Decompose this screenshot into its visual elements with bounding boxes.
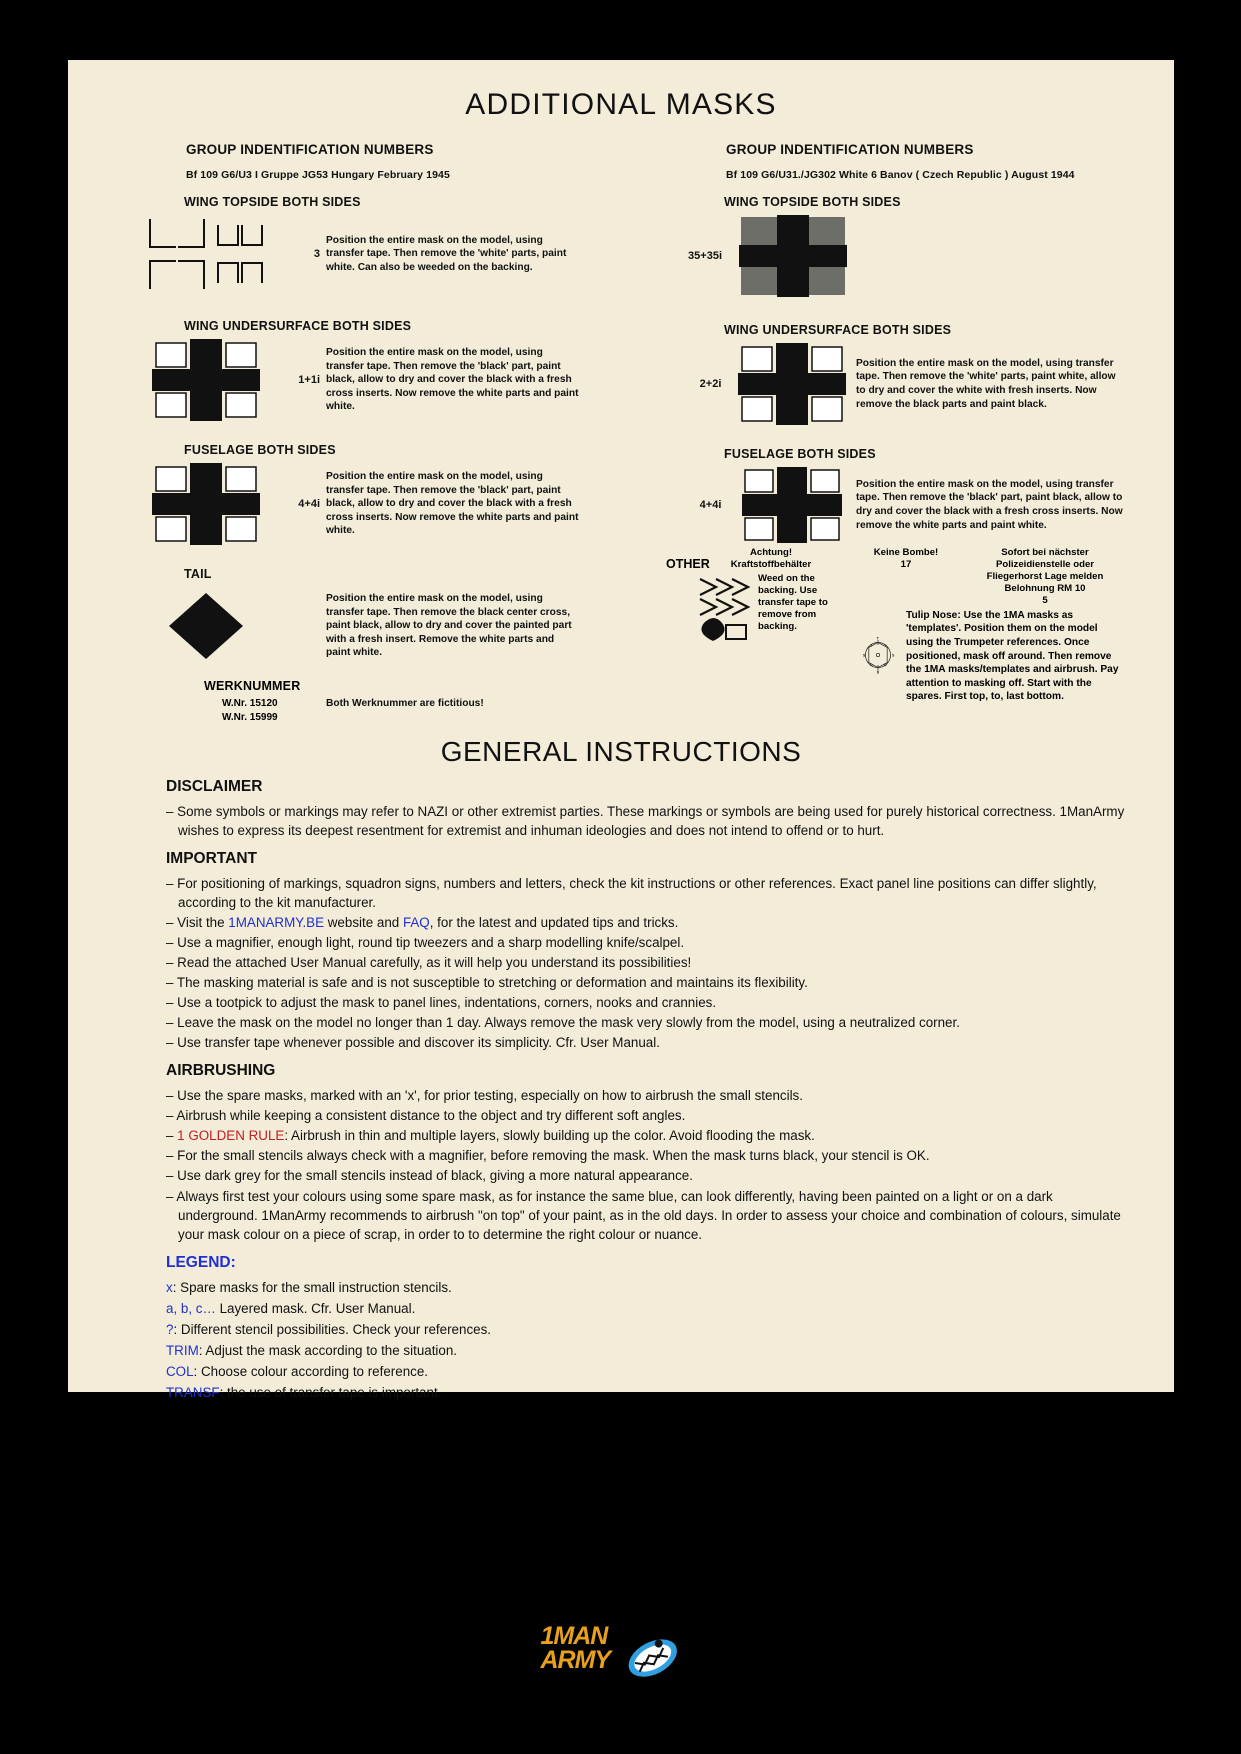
balkenkreuz-white-black-diagram-1 xyxy=(126,339,286,421)
right-section-code-0: 35+35i xyxy=(688,250,722,262)
balkenkreuz-white-black-diagram-3 xyxy=(727,343,856,425)
legend-block xyxy=(166,1254,1134,1402)
left-section-title-0: WING TOPSIDE BOTH SIDES xyxy=(184,195,361,209)
brand-logo xyxy=(0,1619,1241,1710)
werknummer-row xyxy=(126,697,626,724)
achtung-line-1: Achtung! xyxy=(749,547,793,558)
legend-key-4: COL xyxy=(166,1363,194,1379)
right-section-code-2: 4+4i xyxy=(699,499,722,511)
legend-text-5: : the use of transfer tape is important. xyxy=(219,1384,442,1400)
left-column xyxy=(126,142,626,730)
legend-text-2: : Different stencil possibilities. Check your references. xyxy=(173,1321,491,1337)
legend-item-1 xyxy=(166,1299,1134,1318)
link-1manarmy[interactable]: 1MANARMY.BE xyxy=(228,915,325,931)
tulip-title: Tulip Nose: xyxy=(906,609,961,621)
right-section-note-1: Position the entire mask on the model, using transfer tape. Then remove the 'white' parts, paint white, allow to dry and cover the white with fresh inserts. Now remove the black parts and paint black. xyxy=(856,357,1116,410)
airbrushing-item-3: – Use dark grey for the small stencils instead of black, giving a more natural appearance. xyxy=(166,1168,693,1184)
legend-heading: LEGEND: xyxy=(166,1253,236,1271)
important-item-6: – Use transfer tape whenever possible and discover its simplicity. Cfr. User Manual. xyxy=(166,1035,660,1051)
logo-line-1: 1MAN xyxy=(540,1622,608,1650)
golden-prefix: – xyxy=(166,1128,178,1144)
left-section-row-1 xyxy=(126,339,626,421)
werknummer-line-1: W.Nr. 15999 xyxy=(222,711,278,723)
svg-text:T: T xyxy=(876,636,879,641)
important-visit-line xyxy=(166,913,1134,932)
page-title: ADDITIONAL MASKS xyxy=(465,88,777,121)
keine-bombe-label: Keine Bombe! xyxy=(873,547,939,558)
airbrushing-item-0: – Use the spare masks, marked with an 'x', for prior testing, especially on how to airbrush the small stencils. xyxy=(166,1088,803,1104)
police-number: 5 xyxy=(1042,594,1048,606)
left-section-title-3: TAIL xyxy=(184,567,212,581)
left-section-code-0: 3 xyxy=(313,248,320,260)
keine-bombe-number: 17 xyxy=(900,558,912,570)
disclaimer-item-0: – Some symbols or markings may refer to NAZI or other extremist parties. These markings or symbols are being used for purely historical correctness. 1ManArmy wishes to express its deepest resentment for extremist and inhuman ideologies and does not intend to offend or to hurt. xyxy=(166,804,1125,839)
legend-item-3 xyxy=(166,1341,1134,1360)
legend-key-5: TRANSF xyxy=(166,1384,220,1400)
visit-mid: website and xyxy=(324,915,403,931)
general-instructions xyxy=(68,778,1174,1402)
left-section-code-1: 1+1i xyxy=(298,374,320,386)
balkenkreuz-white-black-diagram-2 xyxy=(126,463,286,545)
legend-text-4: : Choose colour according to reference. xyxy=(193,1363,429,1379)
left-section-note-0: Position the entire mask on the model, using transfer tape. Then remove the 'white' parts, paint white. Can also be weeded on the backing. xyxy=(326,234,567,273)
logo-text xyxy=(540,1622,661,1674)
airbrushing-item-4: – Always first test your colours using some spare mask, as for instance the same blue, can look differently, having been painted on a light or on a dark underground. 1ManArmy recommends to airbrush "on top" of your paint, as in the old days. In order to assess your choice and combination of colours, simulate your mask colour on a piece of scrap, in order to to determine the right colour or nuance. xyxy=(166,1188,1121,1242)
left-section-note-2: Position the entire mask on the model, using transfer tape. Then remove the 'black' part, paint black, allow to dry and cover the black with a fresh cross inserts. Now remove the white parts and paint white. xyxy=(326,471,579,537)
golden-rule-label: 1 GOLDEN RULE xyxy=(177,1128,285,1144)
airbrushing-item-1: – Airbrush while keeping a consistent distance to the object and try different soft angles. xyxy=(166,1108,686,1124)
chevron-stencil-icon xyxy=(696,573,754,645)
legend-text-3: : Adjust the mask according to the situation. xyxy=(198,1342,458,1358)
left-section-row-0 xyxy=(126,215,626,293)
important-heading: IMPORTANT xyxy=(166,850,257,868)
right-section-row-0 xyxy=(666,215,1126,297)
airbrushing-heading: AIRBRUSHING xyxy=(166,1062,276,1080)
legend-key-2: ? xyxy=(166,1321,174,1337)
balkenkreuz-white-black-diagram-4 xyxy=(727,467,856,543)
logo-line-2: ARMY xyxy=(540,1645,611,1674)
legend-key-1: a, b, c… xyxy=(166,1300,216,1316)
right-section-row-2 xyxy=(666,467,1126,543)
legend-key-0: x xyxy=(166,1279,173,1295)
svg-text:T: T xyxy=(884,644,887,649)
left-section-code-2: 4+4i xyxy=(298,498,320,510)
right-section-note-2: Position the entire mask on the model, using transfer tape. Then remove the 'black' part, paint black, allow to dry and cover the black with a fresh cross inserts. Now remove the white parts and paint white. xyxy=(856,478,1123,531)
left-section-row-2 xyxy=(126,463,626,545)
balkenkreuz-grey-black-diagram xyxy=(728,215,858,297)
legend-item-4 xyxy=(166,1362,1134,1381)
legend-item-5 xyxy=(166,1383,1134,1402)
important-item-3: – The masking material is safe and is not susceptible to stretching or deformation and maintains its flexibility. xyxy=(166,975,808,991)
achtung-line-2: Kraftstoffbehälter xyxy=(730,558,812,570)
airbrushing-golden-rule-line xyxy=(166,1126,1134,1145)
werknummer-line-0: W.Nr. 15120 xyxy=(222,698,278,709)
important-item-2: – Read the attached User Manual carefully, as it will help you understand its possibilities! xyxy=(166,955,692,971)
important-item-4: – Use a tootpick to adjust the mask to panel lines, indentations, corners, nooks and crannies. xyxy=(166,995,717,1011)
important-item-5: – Leave the mask on the model no longer than 1 day. Always remove the mask very slowly from the model, using a neutralized corner. xyxy=(166,1015,960,1031)
police-line-2: Fliegerhorst Lage melden xyxy=(986,570,1104,582)
svg-text:D: D xyxy=(870,662,873,667)
legend-item-0 xyxy=(166,1278,1134,1297)
legend-text-0: : Spare masks for the small instruction stencils. xyxy=(172,1279,452,1295)
left-group-title: GROUP INDENTIFICATION NUMBERS xyxy=(186,142,434,157)
right-group-subtitle: Bf 109 G6/U31./JG302 White 6 Banov ( Czech Republic ) August 1944 xyxy=(726,169,1075,181)
right-section-code-1: 2+2i xyxy=(699,378,722,390)
logo-badge xyxy=(541,1619,701,1705)
svg-text:D: D xyxy=(876,670,880,675)
important-item-0: – For positioning of markings, squadron signs, numbers and letters, check the kit instructions or other references. Exact panel line positions can differ slightly, according to the kit manufacturer. xyxy=(166,876,1097,911)
left-group-subtitle: Bf 109 G6/U3 I Gruppe JG53 Hungary February 1945 xyxy=(186,169,450,181)
right-column xyxy=(626,142,1126,730)
legend-key-3: TRIM xyxy=(166,1342,199,1358)
visit-prefix: – Visit the xyxy=(166,915,229,931)
right-group-title: GROUP INDENTIFICATION NUMBERS xyxy=(726,142,974,157)
right-section-title-2: FUSELAGE BOTH SIDES xyxy=(724,447,876,461)
golden-suffix: : Airbrush in thin and multiple layers, slowly building up the color. Avoid flooding the mask. xyxy=(284,1128,815,1144)
outline-cross-diagram xyxy=(126,215,286,293)
stencil-weed-note: Weed on the backing. Use transfer tape to remove from backing. xyxy=(758,572,828,632)
left-section-title-1: WING UNDERSURFACE BOTH SIDES xyxy=(184,319,412,333)
right-section-row-1 xyxy=(666,343,1126,425)
tail-diamond-diagram xyxy=(126,587,286,665)
svg-text:T: T xyxy=(870,644,873,649)
link-faq[interactable]: FAQ xyxy=(402,915,430,931)
airbrushing-item-2: – For the small stencils always check with a magnifier, before removing the mask. When the mask turns black, your stencil is OK. xyxy=(166,1148,930,1164)
general-instructions-title: GENERAL INSTRUCTIONS xyxy=(440,736,802,767)
masks-columns xyxy=(68,142,1174,730)
left-section-note-3: Position the entire mask on the model, using transfer tape. Then remove the black center cross, paint black, allow to dry and cover the painted part with a fresh insert. Remove the white parts and paint white. xyxy=(326,593,572,659)
svg-text:D: D xyxy=(884,662,887,667)
disclaimer-heading: DISCLAIMER xyxy=(166,778,263,795)
police-line-3: Belohnung RM 10 xyxy=(1004,582,1086,594)
visit-suffix: , for the latest and updated tips and tricks. xyxy=(429,915,679,931)
legend-item-2 xyxy=(166,1320,1134,1339)
police-line-1: Sofort bei nächster Polizeidienstelle oder xyxy=(995,547,1095,570)
left-section-note-1: Position the entire mask on the model, using transfer tape. Then remove the 'black' part, paint black, allow to dry and cover the black with a fresh cross inserts. Now remove the white parts and paint white. xyxy=(326,347,579,413)
important-item-1: – Use a magnifier, enough light, round tip tweezers and a sharp modelling knife/scalpel. xyxy=(166,935,685,951)
svg-text:S: S xyxy=(892,653,895,658)
svg-text:S: S xyxy=(863,653,866,658)
left-section-title-2: FUSELAGE BOTH SIDES xyxy=(184,443,336,457)
legend-text-1: Layered mask. Cfr. User Manual. xyxy=(215,1300,416,1316)
tulip-nose-template-icon xyxy=(858,609,898,701)
tulip-note: Use the 1MA masks as 'templates'. Position them on the model using the Trumpeter references. Once positioned, mask off around. Then remove the 1MA masks/templates and airbrush. Pay attention to masking off. Start with the spares. First top, to, last bottom. xyxy=(906,609,1119,703)
left-section-row-3 xyxy=(126,587,626,665)
right-section-title-1: WING UNDERSURFACE BOTH SIDES xyxy=(724,323,952,337)
werknummer-note: Both Werknummer are fictitious! xyxy=(326,698,484,709)
werknummer-title: WERKNUMMER xyxy=(204,679,301,693)
instruction-sheet xyxy=(68,60,1174,1400)
right-section-title-0: WING TOPSIDE BOTH SIDES xyxy=(724,195,901,209)
other-title: OTHER xyxy=(666,557,710,571)
